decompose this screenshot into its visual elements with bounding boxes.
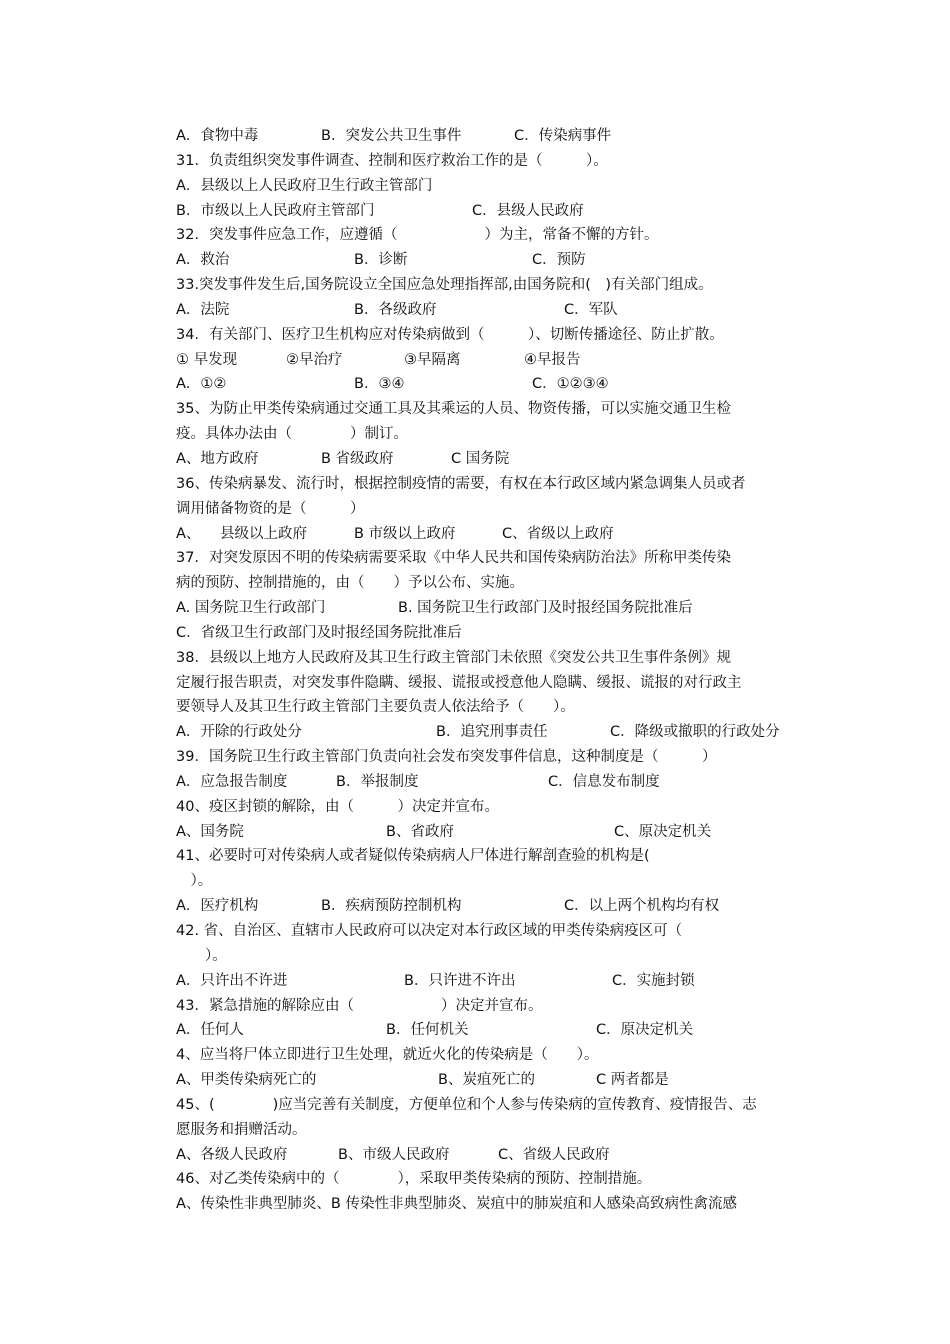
text-line: A．县级以上人民政府卫生行政主管部门 <box>176 177 433 194</box>
text-line: 41、必要时可对传染病人或者疑似传染病病人尸体进行解剖查验的机构是( <box>176 848 650 865</box>
answer-option: C．信息发布制度 <box>548 773 660 790</box>
text-line: 调用储备物资的是（ ） <box>176 500 365 517</box>
text-line: 33.突发事件发生后,国务院设立全国应急处理指挥部,由国务院和( )有关部门组成。 <box>176 277 713 294</box>
options-row <box>176 199 812 224</box>
options-row <box>176 894 812 919</box>
answer-option: A．应急报告制度 <box>176 773 288 790</box>
text-line: 34．有关部门、医疗卫生机构应对传染病做到（ ）、切断传播途径、防止扩散。 <box>176 326 724 343</box>
text-line: ）。 <box>176 873 213 890</box>
answer-option: B 市级以上政府 <box>354 525 456 542</box>
answer-option: A、各级人民政府 <box>176 1146 288 1163</box>
options-row <box>176 1018 812 1043</box>
text-line: 愿服务和捐赠活动。 <box>176 1121 307 1138</box>
text-line: 36、传染病暴发、流行时，根据控制疫情的需要，有权在本行政区域内紧急调集人员或者 <box>176 475 746 492</box>
answer-option: A．只许出不许进 <box>176 972 288 989</box>
answer-option: C．传染病事件 <box>514 128 612 144</box>
answer-option: B．疾病预防控制机构 <box>321 898 462 915</box>
text-line: 疫。具体办法由（ ）制订。 <box>176 426 408 443</box>
answer-option: B．市级以上人民政府主管部门 <box>176 202 375 219</box>
answer-option: B．只许进不许出 <box>404 972 516 989</box>
text-line: 42. 省、自治区、直辖市人民政府可以决定对本行政区域的甲类传染病疫区可（ <box>176 923 683 939</box>
text-line: 31．负责组织突发事件调查、控制和医疗救治工作的是（ ）。 <box>176 152 608 169</box>
options-row <box>176 248 812 273</box>
answer-option: C．①②③④ <box>532 376 609 393</box>
answer-option: B．各级政府 <box>354 301 437 318</box>
text-line: 4、应当将尸体立即进行卫生处理，就近火化的传染病是（ ）。 <box>176 1047 599 1064</box>
text-line: 39．国务院卫生行政主管部门负责向社会发布突发事件信息，这种制度是（ ） <box>176 749 717 766</box>
text-line: 43．紧急措施的解除应由（ ）决定并宣布。 <box>176 997 543 1014</box>
answer-option: C．县级人民政府 <box>472 202 584 219</box>
answer-option: A、地方政府 <box>176 450 259 467</box>
options-row <box>176 372 812 397</box>
answer-option: A．任何人 <box>176 1022 244 1039</box>
options-row <box>176 969 812 994</box>
answer-option: C、原决定机关 <box>614 823 712 840</box>
answer-option: ④早报告 <box>524 351 581 368</box>
answer-option: C．预防 <box>532 252 586 269</box>
text-line: 37．对突发原因不明的传染病需要采取《中华人民共和国传染病防治法》所称甲类传染 <box>176 550 731 567</box>
answer-option: A．食物中毒 <box>176 128 259 144</box>
answer-option: A．法院 <box>176 301 230 318</box>
answer-option: B．举报制度 <box>336 773 419 790</box>
answer-option: B．任何机关 <box>386 1022 469 1039</box>
options-row <box>176 298 812 323</box>
text-line: 46、对乙类传染病中的（ ），采取甲类传染病的预防、控制措施。 <box>176 1171 652 1188</box>
answer-option: C、省级以上政府 <box>502 525 614 542</box>
answer-option: A．医疗机构 <box>176 898 259 915</box>
text-line: 45、( )应当完善有关制度，方便单位和个人参与传染病的宣传教育、疫情报告、志 <box>176 1096 757 1113</box>
text-line: ）。 <box>176 947 227 964</box>
answer-option: A．救治 <box>176 252 230 269</box>
answer-option: A、国务院 <box>176 823 244 840</box>
options-row <box>176 596 812 621</box>
answer-option: ③早隔离 <box>404 351 461 368</box>
answer-option: ②早治疗 <box>286 351 343 368</box>
options-row <box>176 348 812 373</box>
options-row <box>176 447 812 472</box>
answer-option: A．开除的行政处分 <box>176 724 302 741</box>
text-line: 定履行报告职责，对突发事件隐瞒、缓报、谎报或授意他人隐瞒、缓报、谎报的对行政主 <box>176 674 742 691</box>
text-line: 病的预防、控制措施的，由（ ）予以公布、实施。 <box>176 575 524 592</box>
text-line: C．省级卫生行政部门及时报经国务院批准后 <box>176 624 462 641</box>
answer-option: B、省政府 <box>386 823 454 840</box>
answer-option: C 国务院 <box>451 450 510 467</box>
options-row <box>176 720 812 745</box>
answer-option: C．降级或撤职的行政处分 <box>610 724 780 741</box>
answer-option: C、省级人民政府 <box>498 1146 610 1163</box>
answer-option: B．追究刑事责任 <box>436 724 548 741</box>
question-list <box>176 124 812 1217</box>
text-line: 要领导人及其卫生行政主管部门主要负责人依法给予（ ）。 <box>176 699 575 716</box>
answer-option: C 两者都是 <box>596 1072 669 1089</box>
answer-option: C．实施封锁 <box>612 972 695 989</box>
answer-option: A、甲类传染病死亡的 <box>176 1072 317 1089</box>
answer-option: ① 早发现 <box>176 351 238 368</box>
options-row <box>176 820 812 845</box>
answer-option: B．诊断 <box>354 252 408 269</box>
answer-option: B 省级政府 <box>321 450 394 467</box>
answer-option: C．军队 <box>564 301 618 318</box>
answer-option: C．以上两个机构均有权 <box>564 898 720 915</box>
answer-option: B、炭疽死亡的 <box>438 1072 535 1089</box>
answer-option: B．③④ <box>354 376 405 393</box>
options-row <box>176 1143 812 1168</box>
answer-option: A、 <box>176 525 201 542</box>
options-row <box>176 124 812 149</box>
text-line: 38．县级以上地方人民政府及其卫生行政主管部门未依照《突发公共卫生事件条例》规 <box>176 649 731 666</box>
answer-option: A．①② <box>176 376 227 393</box>
text-line: 32．突发事件应急工作，应遵循（ ）为主，常备不懈的方针。 <box>176 227 659 244</box>
text-line: 40、疫区封锁的解除，由（ ）决定并宣布。 <box>176 798 499 815</box>
options-row <box>176 770 812 795</box>
options-row <box>176 522 812 547</box>
answer-option: B、市级人民政府 <box>338 1146 450 1163</box>
answer-option: A. 国务院卫生行政部门 <box>176 600 326 617</box>
answer-option: B. 国务院卫生行政部门及时报经国务院批准后 <box>398 600 693 617</box>
answer-option: B．突发公共卫生事件 <box>321 128 462 144</box>
options-row <box>176 1068 812 1093</box>
text-line: A、传染性非典型肺炎、B 传染性非典型肺炎、炭疽中的肺炭疽和人感染高致病性禽流感 <box>176 1196 737 1213</box>
answer-option: 县级以上政府 <box>220 525 307 542</box>
answer-option: C．原决定机关 <box>596 1022 694 1039</box>
text-line: 35、为防止甲类传染病通过交通工具及其乘运的人员、物资传播，可以实施交通卫生检 <box>176 401 731 418</box>
